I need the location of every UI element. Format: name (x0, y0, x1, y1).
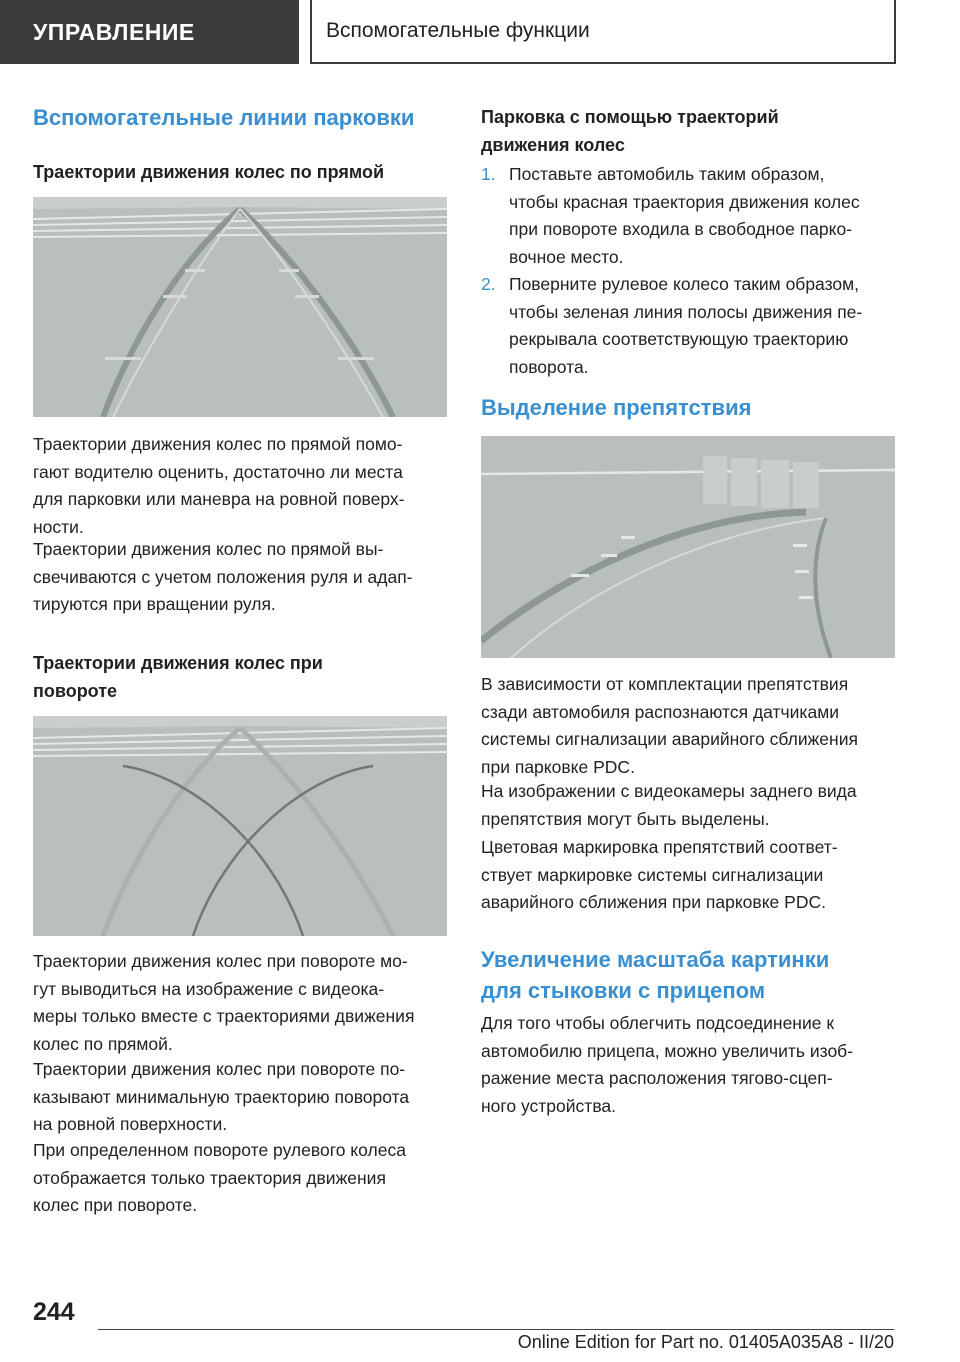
step-text: Поставьте автомобиль таким образом, чтобы красная траектория движения колес при повороте входила в свободное парко- вочное место. (509, 164, 860, 267)
subheading-parking-with-lines: Парковка с помощью траекторий движения колес (481, 107, 779, 155)
section-heading-parking-lines: Вспомогательные линии парковки (33, 105, 415, 130)
step-2 (481, 271, 901, 381)
step-number: 2. (481, 274, 496, 294)
step-1 (481, 161, 901, 271)
section-heading-trailer-zoom: Увеличение масштаба картинки для стыковки с прицепом (481, 947, 830, 1003)
turning-trajectory-image (33, 716, 447, 936)
obstacle-illustration (481, 436, 895, 658)
section-tab (0, 0, 299, 64)
paragraph-trailer-zoom: Для того чтобы облегчить подсоединение к автомобилю прицепа, можно увеличить изоб- ражение места расположения тягово-сцеп- ного устройства. (481, 1013, 854, 1116)
section-heading-obstacles: Выделение препятствия (481, 395, 752, 420)
subheading-turning: Траектории движения колес при повороте (33, 653, 323, 701)
paragraph-straight-1: Траектории движения колес по прямой помо- гают водителю оценить, достаточно ли места для парковки или маневра на ровной поверх- ности. (33, 434, 405, 537)
chapter-tab (310, 0, 896, 64)
paragraph-turning-3: При определенном повороте рулевого колеса отображается только траектория движения колес при повороте. (33, 1140, 406, 1215)
obstacle-highlight-image (481, 436, 895, 658)
chapter-title: Вспомогательные функции (326, 19, 590, 42)
step-text: Поверните рулевое колесо таким образом, чтобы зеленая линия полосы движения пе- рекрывала соответствующую траекторию поворота. (509, 274, 863, 377)
paragraph-turning-1: Траектории движения колес при повороте мо- гут выводиться на изображение с видеока- меры только вместе с траекториями движения колес по прямой. (33, 951, 415, 1054)
footer-rule (98, 1329, 894, 1330)
paragraph-obstacles-3: Цветовая маркировка препятствий соответ- ствует маркировке системы сигнализации аварийного сближения при парковке PDC. (481, 837, 838, 912)
paragraph-obstacles-1: В зависимости от комплектации препятствия сзади автомобиля распознаются датчиками системы сигнализации аварийного сближения при парковке PDC. (481, 674, 858, 777)
subheading-straight: Траектории движения колес по прямой (33, 162, 385, 182)
paragraph-straight-2: Траектории движения колес по прямой вы- свечиваются с учетом положения руля и адап- тируются при вращении руля. (33, 539, 413, 614)
straight-lines-illustration (33, 197, 447, 417)
paragraph-turning-2: Траектории движения колес при повороте по- казывают минимальную траекторию поворота на ровной поверхности. (33, 1059, 410, 1134)
edition-footer: Online Edition for Part no. 01405A035A8 - II/20 (517, 1332, 894, 1352)
page-number: 244 (33, 1298, 75, 1326)
turning-lines-illustration (33, 716, 447, 936)
section-title: УПРАВЛЕНИЕ (33, 18, 195, 45)
step-number: 1. (481, 164, 496, 184)
paragraph-obstacles-2: На изображении с видеокамеры заднего вида препятствия могут быть выделены. (481, 781, 857, 829)
straight-trajectory-image (33, 197, 447, 417)
